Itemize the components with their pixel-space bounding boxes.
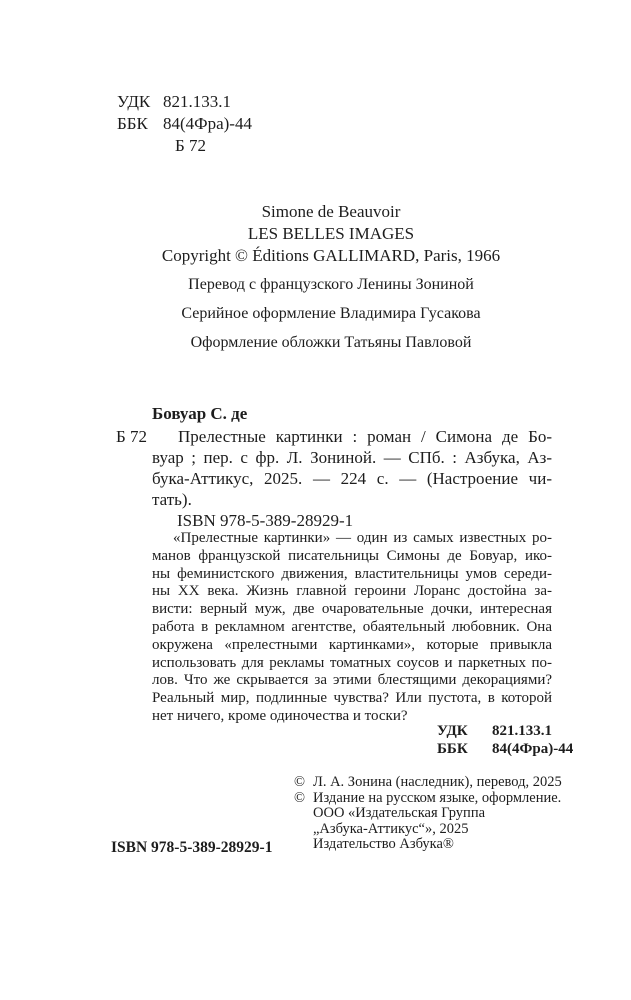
author-sign: Б 72 [175,136,207,155]
classification-bottom-block [437,722,573,758]
bbk-top-line [117,113,252,135]
annotation-line: висти: верный муж, две очаровательные дочки, интересная [152,601,552,618]
copyright-line [294,791,562,807]
copyright-block [294,775,562,853]
series-design-credit: Серийное оформление Владимира Гусакова [181,305,481,322]
annotation-line: работа в рекламном агентстве, обаятельный любовник. Она [152,618,552,635]
annotation-line: ны феминистского движения, властительницы умов середи- [152,565,552,582]
bbk-bottom-line [437,740,573,758]
udc-label: УДК [437,723,468,739]
copyright-symbol: © [294,774,306,790]
annotation-line: нет ничего, кроме одиночества и тоски? [152,707,408,724]
cover-design-credit: Оформление обложки Татьяны Павловой [190,334,472,351]
annotation-line: Реальный мир, подлинные чувства? Или пустота, в которой [152,690,552,707]
udc-value: 821.133.1 [492,723,552,739]
copyright-text: Издание на русском языке, оформление. [313,789,562,806]
original-title-block [110,201,552,267]
catalog-entry-line: вуар ; пер. с фр. Л. Зониной. — СПб. : Азбука, Аз- [152,448,552,467]
annotation-line: манов французской писательницы Симоны де Бовуар, ико- [152,547,552,564]
copyright-text: Издательство Азбука® [313,836,454,853]
original-copyright-line: Copyright © Éditions GALLIMARD, Paris, 1966 [161,246,501,265]
catalog-entry-line: бука-Аттикус, 2025. — 224 с. — (Настроение чи- [152,469,552,488]
classification-top-block [117,91,252,157]
annotation-line: ны XX века. Жизнь главной героини Лоранс достойна за- [152,583,552,600]
annotation-line: окружена «прелестными картинками», которые привыкла [152,636,552,653]
copyright-line [294,775,562,791]
credits-block [110,274,552,361]
catalog-entry-code: Б 72 [116,427,148,446]
copyright-line [294,822,562,838]
bbk-value: 84(4Фра)-44 [163,114,252,133]
catalog-entry-isbn: ISBN 978-5-389-28929-1 [177,511,354,530]
udc-label: УДК [117,92,151,111]
bbk-label: ББК [437,741,468,757]
catalog-entry-line: Прелестные картинки : роман / Симона де Бо- [178,427,552,446]
copyright-text: „Азбука-Аттикус“», 2025 [313,820,469,837]
catalog-author-heading: Бовуар С. де [152,404,248,423]
isbn-bottom: ISBN 978-5-389-28929-1 [111,839,273,856]
copyright-symbol: © [294,789,306,806]
bbk-label: ББК [117,114,148,133]
catalog-entry [116,426,552,531]
annotation-line: использовать для рекламы томатных соусов и паркетных по- [152,654,552,671]
udc-top-line [117,91,252,113]
copyright-text: Л. А. Зонина (наследник), перевод, 2025 [313,774,562,790]
original-author: Simone de Beauvoir [261,202,401,221]
annotation-block [152,530,552,726]
catalog-entry-line: тать). [152,490,192,509]
translation-credit: Перевод с французского Ленины Зониной [188,276,474,293]
udc-value: 821.133.1 [163,92,231,111]
copyright-text: ООО «Издательская Группа [313,805,486,822]
original-title: LES BELLES IMAGES [247,224,415,243]
annotation-line: лов. Что же скрывается за этими блестящими декорациями? [152,672,552,689]
copyright-line [294,837,562,853]
copyright-line [294,806,562,822]
author-sign-line [117,135,252,157]
annotation-line: «Прелестные картинки» — один из самых известных ро- [173,530,552,546]
udc-bottom-line [437,722,573,740]
bbk-value: 84(4Фра)-44 [492,741,574,757]
